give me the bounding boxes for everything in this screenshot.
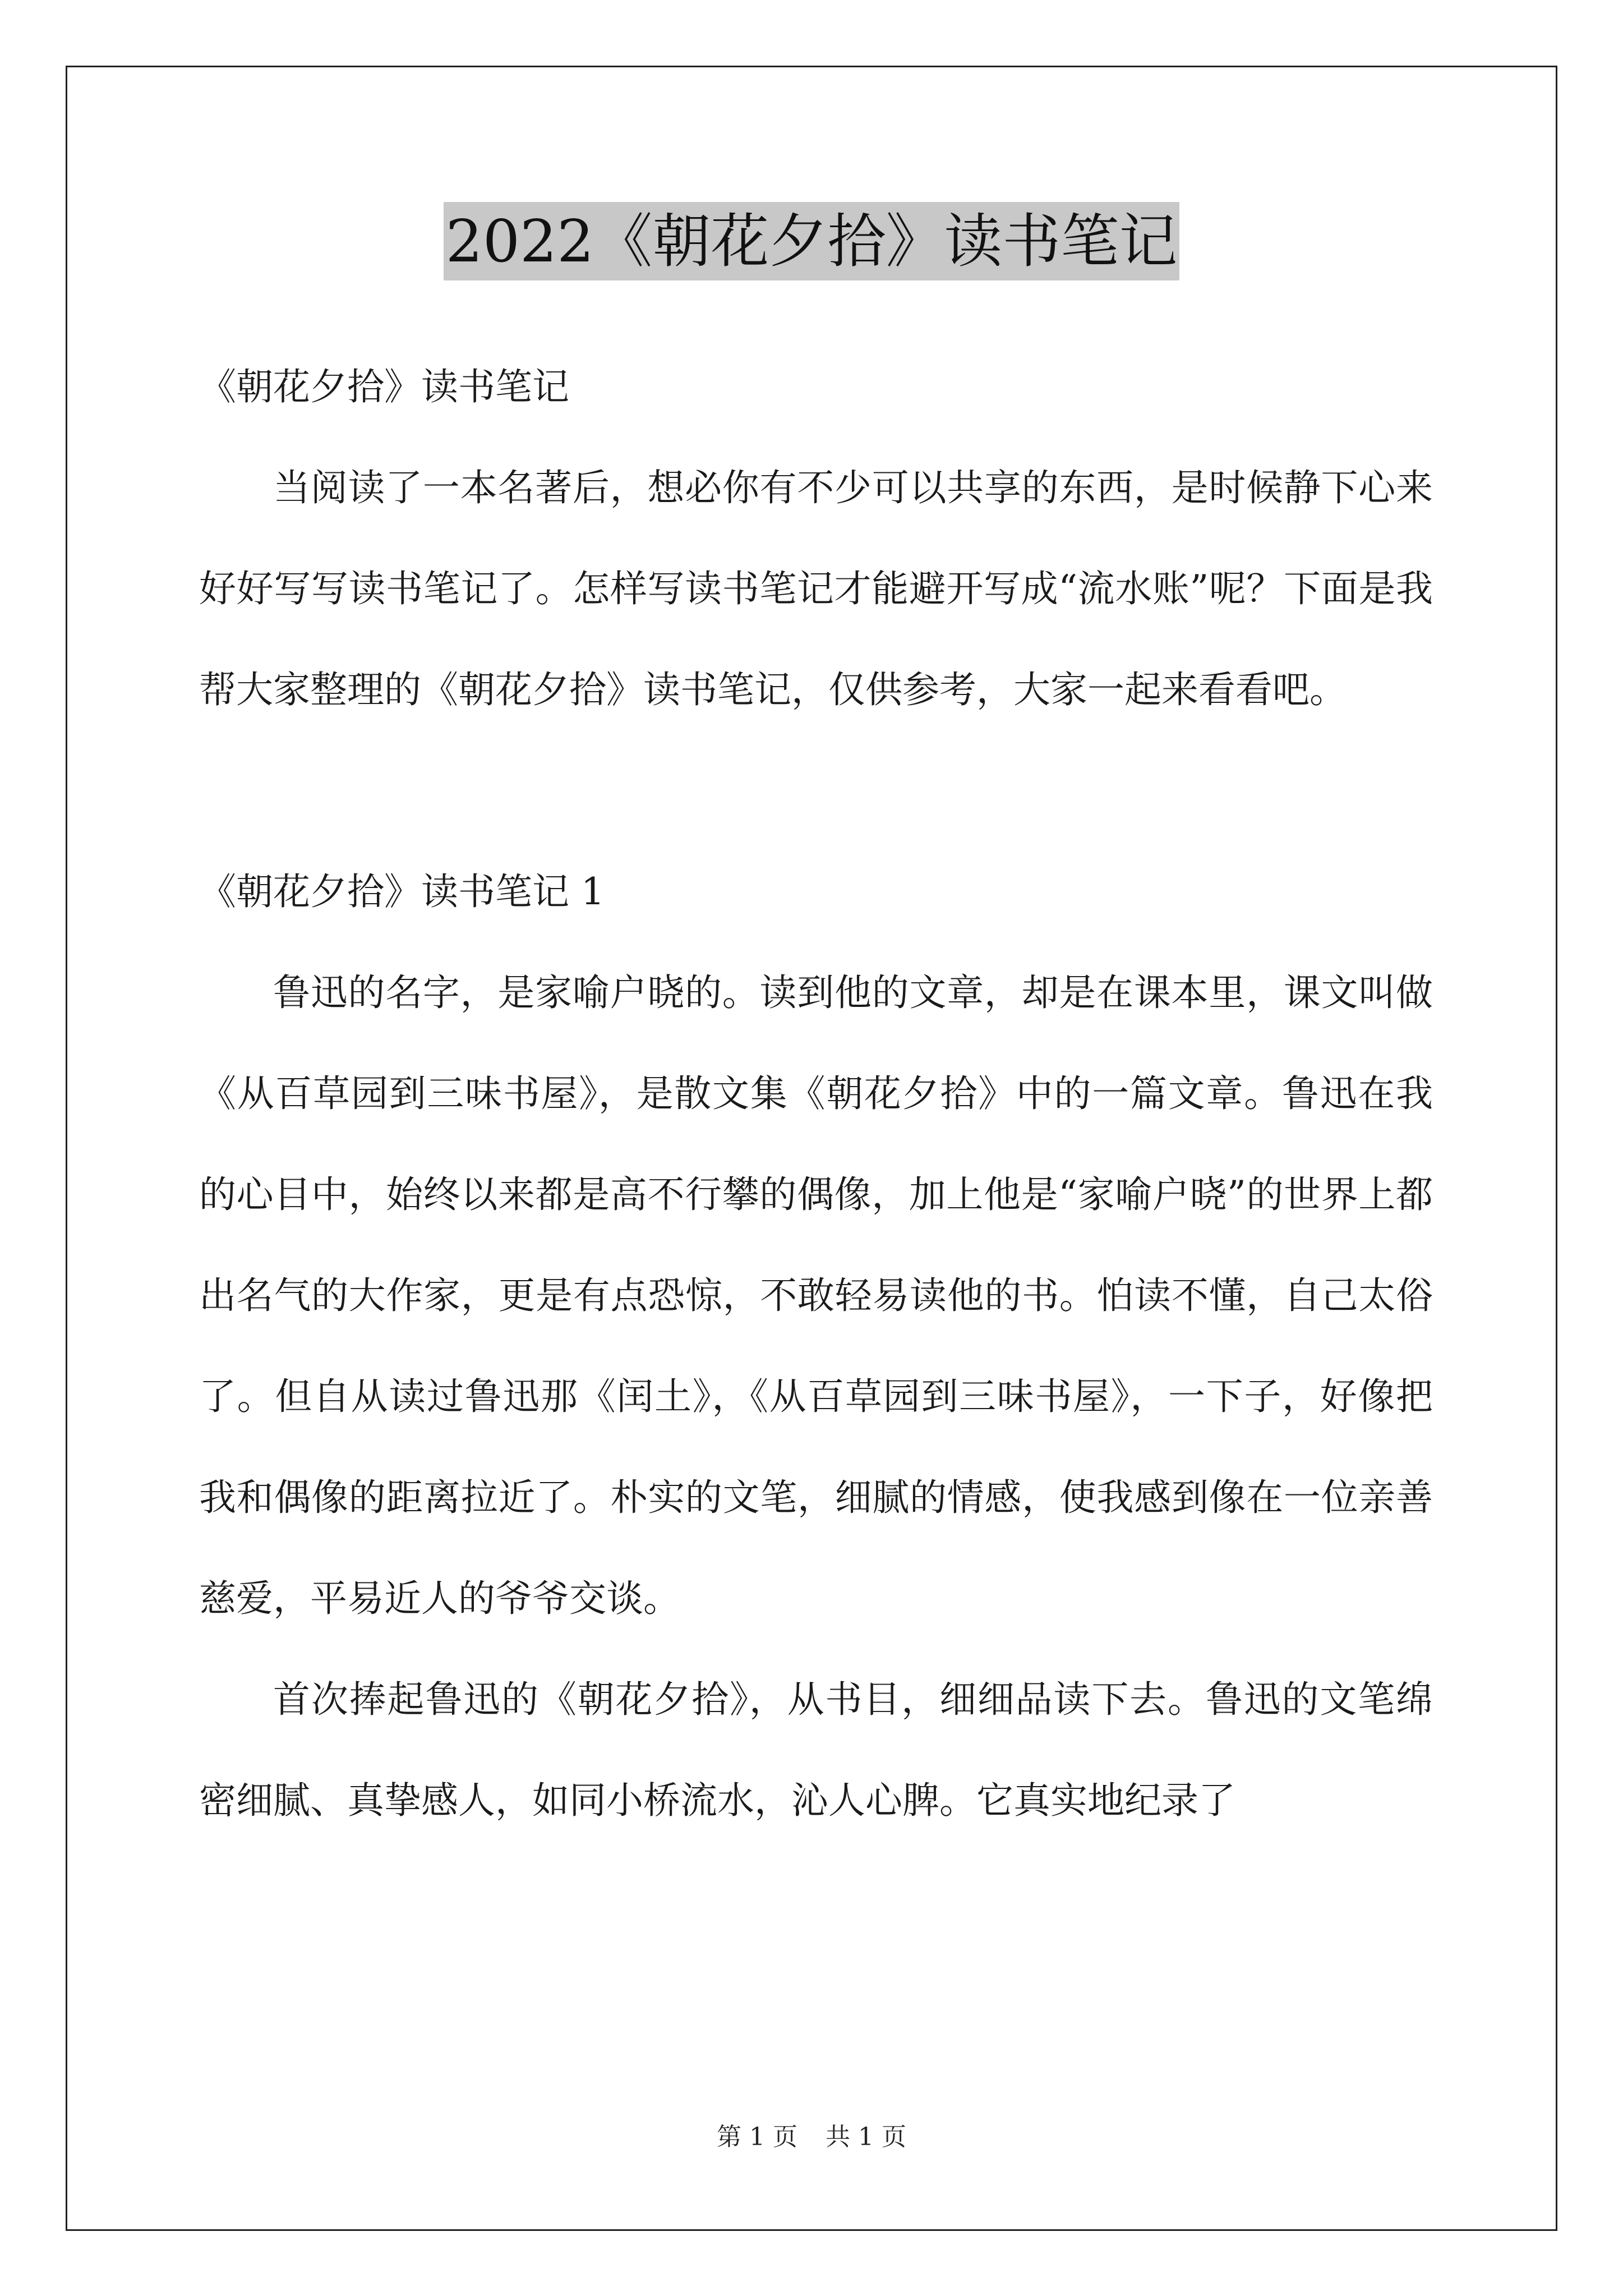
title-area — [0, 202, 1623, 280]
page-total: 共 1 页 — [826, 2123, 906, 2151]
page-footer — [0, 2120, 1623, 2154]
section-paragraph-1: 鲁迅的名字，是家喻户晓的。读到他的文章，却是在课本里，课文叫做《从百草园到三味书屋》，是散文集《朝花夕拾》中的一篇文章。鲁迅在我的心目中，始终以来都是高不行攀的偶像，加上他是“家喻户晓”的世界上都出名气的大作家，更是有点恐惊，不敢轻易读他的书。怕读不懂，自己太俗了。但自从读过鲁迅那《闰土》，《从百草园到三味书屋》，一下子，好像把我和偶像的距离拉近了。朴实的文笔，细腻的情感，使我感到像在一位亲善慈爱，平易近人的爷爷交谈。 — [199, 971, 1433, 1620]
document-body — [199, 337, 1433, 1851]
document-title: 2022《朝花夕拾》读书笔记 — [444, 202, 1180, 280]
section-paragraph-2: 首次捧起鲁迅的《朝花夕拾》，从书目，细细品读下去。鲁迅的文笔绵密细腻、真挚感人，如同小桥流水，沁人心脾。它真实地纪录了 — [199, 1678, 1433, 1822]
section-spacer — [199, 740, 1433, 841]
intro-heading: 《朝花夕拾》读书笔记 — [199, 365, 569, 408]
page-number: 第 1 页 — [717, 2123, 797, 2151]
section-heading: 《朝花夕拾》读书笔记 1 — [199, 870, 605, 913]
intro-paragraph: 当阅读了一本名著后，想必你有不少可以共享的东西，是时候静下心来好好写写读书笔记了。怎样写读书笔记才能避开写成“流水账”呢？下面是我帮大家整理的《朝花夕拾》读书笔记，仅供参考，大家一起来看看吧。 — [199, 466, 1433, 711]
